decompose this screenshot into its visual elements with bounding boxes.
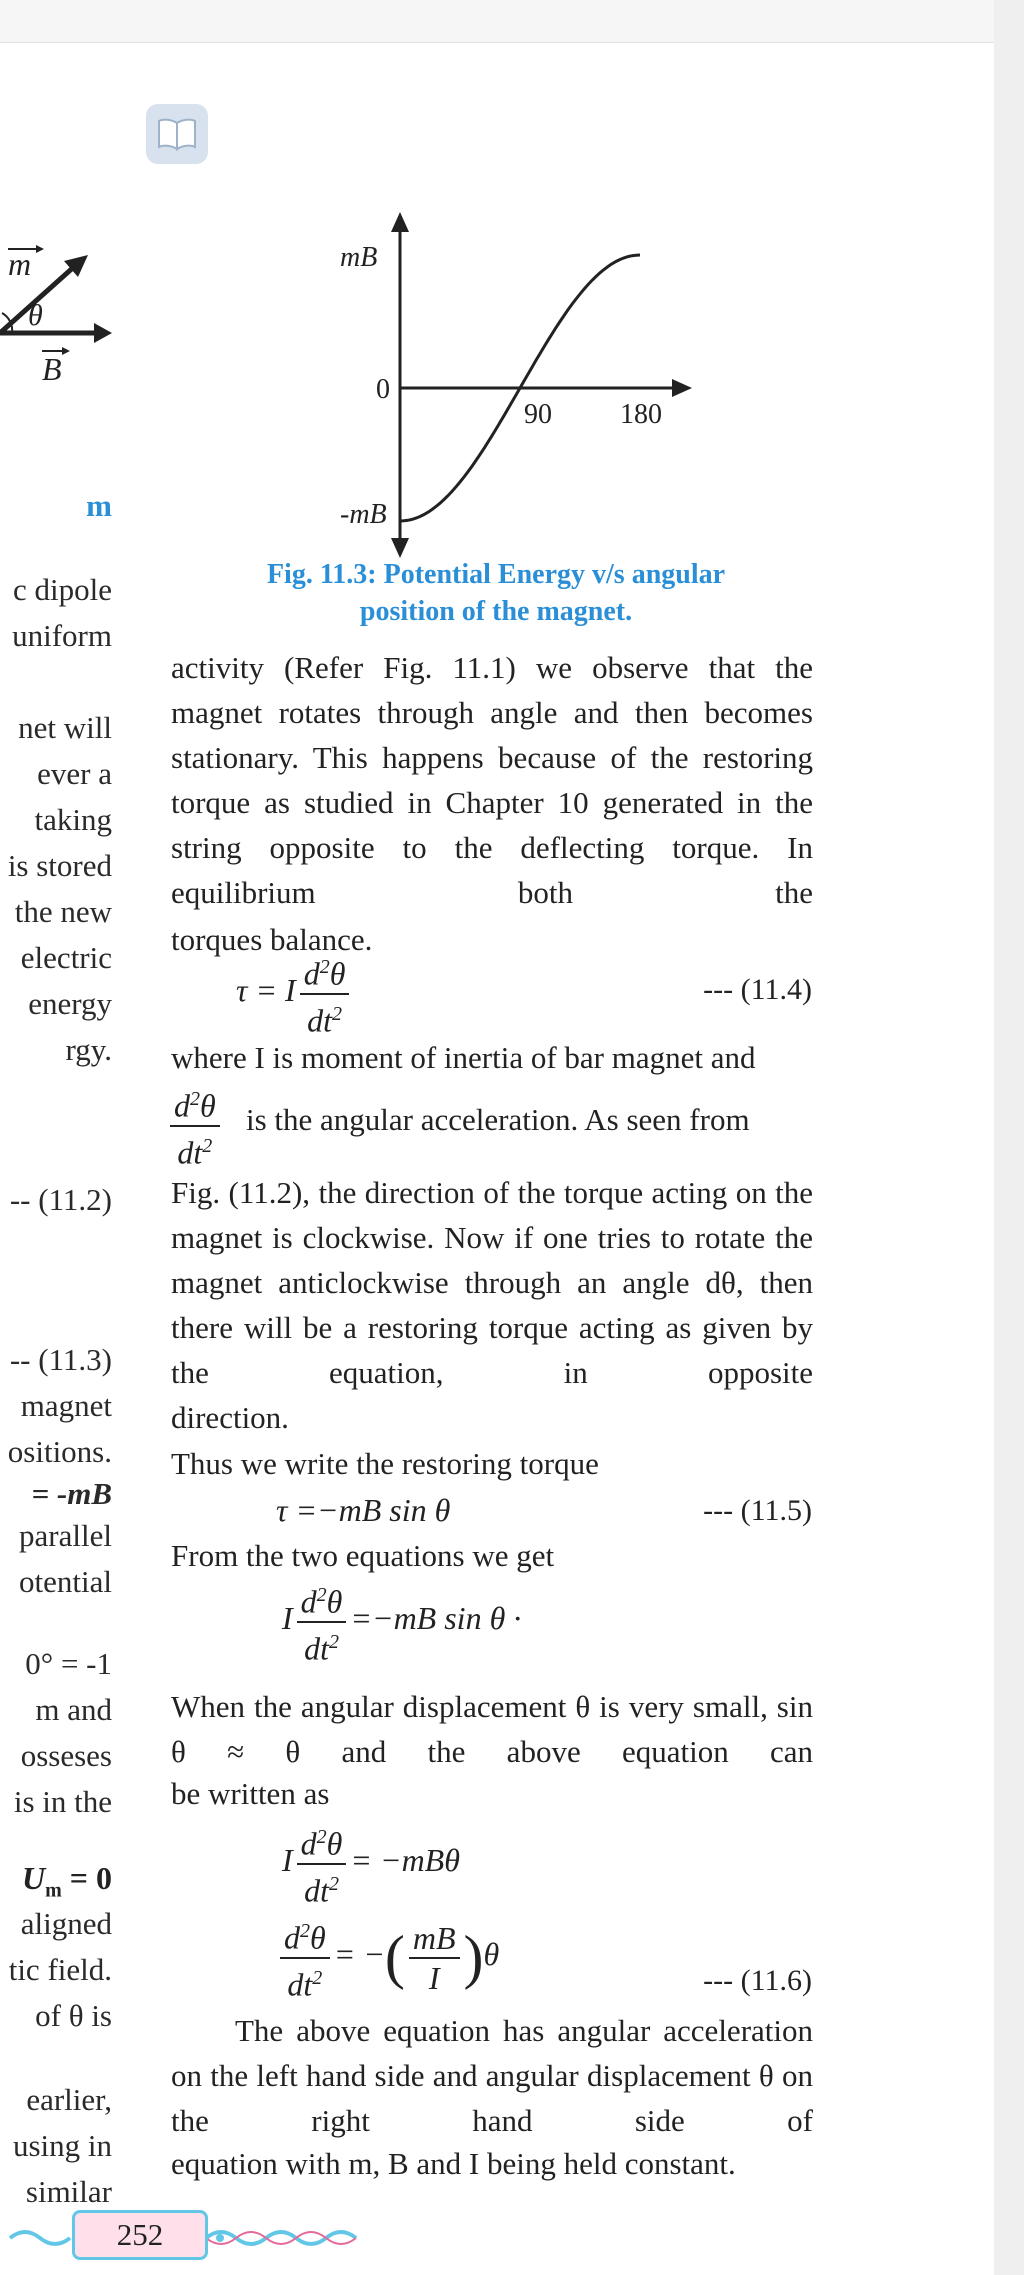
vector-theta-label: θ (28, 299, 43, 332)
equation-11-4: τ = I $\frac{d^2\theta}{dt^2}$ (236, 948, 353, 1039)
equation-11-6-number: --- (11.6) (703, 1964, 812, 1997)
left-col-13: magnet (20, 1388, 112, 1423)
left-col-11: -- (11.2) (9, 1182, 112, 1217)
left-col-1: c dipole (13, 572, 112, 607)
left-col-27: of θ is (35, 1998, 112, 2033)
y-tick-bottom: -mB (340, 499, 387, 530)
paragraph-6-last: be written as (171, 1776, 330, 1811)
x-axis-arrow (672, 379, 692, 397)
paragraph-2-line-2: is the angular acceleration. As seen from (246, 1102, 750, 1137)
left-col-28: earlier, (26, 2082, 112, 2117)
y-tick-zero: 0 (376, 374, 390, 405)
equation-11-4-number: --- (11.4) (703, 973, 812, 1006)
left-col-19: m and (35, 1692, 112, 1727)
paragraph-7-last: equation with m, B and I being held constant. (171, 2146, 736, 2181)
left-col-29: using in (12, 2128, 112, 2163)
paragraph-2-line-1: where I is moment of inertia of bar magnet and (171, 1040, 756, 1075)
top-bar (0, 0, 994, 43)
paragraph-4: Thus we write the restoring torque (171, 1446, 599, 1481)
equation-11-5: τ =−mB sin θ (276, 1492, 451, 1528)
page-number: 252 (72, 2210, 208, 2260)
left-col-21: is in the (13, 1784, 112, 1819)
equation-small-angle-rhs: = −mBθ (350, 1842, 460, 1878)
equation-combined-rhs: =−mB sin θ · (350, 1600, 522, 1636)
left-col-25: aligned (20, 1906, 112, 1941)
y-tick-top: mB (340, 242, 378, 273)
left-col-4: ever a (37, 756, 112, 791)
left-col-2: uniform (12, 618, 112, 653)
caption-line-1: Fig. 11.3: Potential Energy v/s angular (266, 559, 726, 590)
left-col-6: is stored (7, 848, 112, 883)
caption-line-2: position of the magnet. (359, 596, 633, 627)
equation-combined: I $\frac{d^2\theta}{dt^2}$ =−mB sin θ · (282, 1576, 521, 1667)
book-button[interactable] (146, 104, 208, 164)
left-col-8: electric (20, 940, 112, 975)
left-col-10: rgy. (65, 1032, 112, 1067)
left-col-7: the new (14, 894, 112, 929)
paragraph-6: When the angular displacement θ is very small, sin θ ≈ θ and the above equation can (171, 1689, 813, 1769)
left-col-23: m (45, 1879, 62, 1902)
left-col-5: taking (34, 802, 112, 837)
left-col-30: similar (25, 2174, 112, 2209)
equation-small-angle: I $\frac{d^2\theta}{dt^2}$ = −mBθ (282, 1818, 460, 1909)
left-col-16: parallel (19, 1518, 112, 1553)
x-tick-180: 180 (620, 399, 662, 430)
paragraph-7: The above equation has angular acceleration on the left hand side and angular displacement θ on the right hand side of (171, 2013, 813, 2138)
vector-B-label: B (42, 351, 62, 387)
left-col-26: tic field. (8, 1952, 112, 1987)
vector-diagram (0, 235, 120, 395)
left-col-um-eq (22, 1860, 112, 1902)
left-col-9: energy (28, 986, 112, 1021)
paragraph-3: Fig. (11.2), the direction of the torque acting on the magnet is clockwise. Now if one tries to rotate the magnet anticlockwise through an angle dθ, then there will be a restoring torque acting as given by the equation, in opposite (171, 1175, 813, 1390)
equation-11-6: $\frac{d^2\theta}{dt^2}$ = −( $\frac{mB}{I}$ )θ (276, 1912, 499, 2003)
figure-caption (200, 556, 792, 630)
left-col-20: osseses (20, 1738, 112, 1773)
left-col-3: net will (18, 710, 112, 745)
left-col-17: otential (19, 1564, 112, 1599)
x-tick-90: 90 (524, 399, 552, 430)
book-icon (157, 117, 197, 151)
paragraph-1: activity (Refer Fig. 11.1) we observe that the magnet rotates through angle and then becomes stationary. This happens because of the restoring torque as studied in Chapter 10 generated in the string opposite to the deflecting torque. In equilibrium both the (171, 650, 813, 910)
vector-m-label: m (8, 246, 32, 282)
left-col-14: ositions. (7, 1434, 112, 1469)
left-col-22: U (21, 1860, 46, 1896)
left-col-12: -- (11.3) (9, 1342, 112, 1377)
left-col-15: = -mB (31, 1476, 112, 1511)
angular-accel-fraction: $\frac{d^2\theta}{dt^2}$ (166, 1080, 224, 1171)
paragraph-3-last: direction. (171, 1400, 289, 1435)
left-col-18: 0° = -1 (25, 1646, 112, 1681)
equation-11-5-number: --- (11.5) (703, 1494, 812, 1527)
y-axis-arrow-up (391, 212, 409, 232)
left-col-24: = 0 (69, 1860, 112, 1896)
paragraph-5: From the two equations we get (171, 1538, 555, 1573)
y-axis-arrow-down (391, 538, 409, 558)
left-col-0: m (86, 488, 112, 523)
scrollbar-track[interactable] (994, 0, 1024, 2275)
potential-energy-chart (320, 200, 720, 570)
paragraph-1-last: torques balance. (171, 922, 373, 957)
